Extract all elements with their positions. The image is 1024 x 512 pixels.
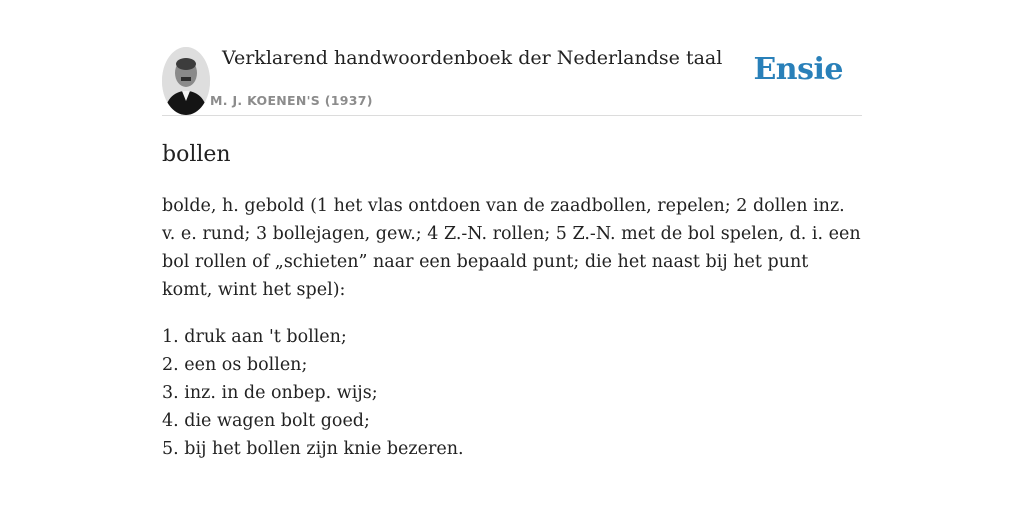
ensie-logo-link[interactable]: Ensie (753, 52, 843, 87)
dictionary-title[interactable]: Verklarend handwoordenboek der Nederlandse taal (222, 47, 723, 69)
dictionary-header (162, 46, 862, 116)
example-item: 5. bij het bollen zijn knie bezeren. (162, 439, 464, 459)
entry-examples-list (162, 323, 464, 463)
author-portrait-icon (162, 47, 210, 115)
page-container (162, 46, 862, 459)
example-item: 4. die wagen bolt goed; (162, 411, 370, 431)
example-item: 3. inz. in de onbep. wijs; (162, 383, 378, 403)
dictionary-author: M. J. KOENEN'S (1937) (210, 93, 373, 108)
example-item: 2. een os bollen; (162, 355, 308, 375)
entry-term: bollen (162, 142, 231, 167)
example-item: 1. druk aan 't bollen; (162, 327, 347, 347)
entry-definition: bolde, h. gebold (1 het vlas ontdoen van de zaadbollen, repelen; 2 dollen inz. v. e. rund; 3 bollejagen, gew.; 4 Z.-N. rollen; 5 Z.-N. met de bol spelen, d. i. een bol rollen of „schieten” naar een bepaald punt; die het naast bij het punt komt, wint het spel): (162, 196, 861, 300)
